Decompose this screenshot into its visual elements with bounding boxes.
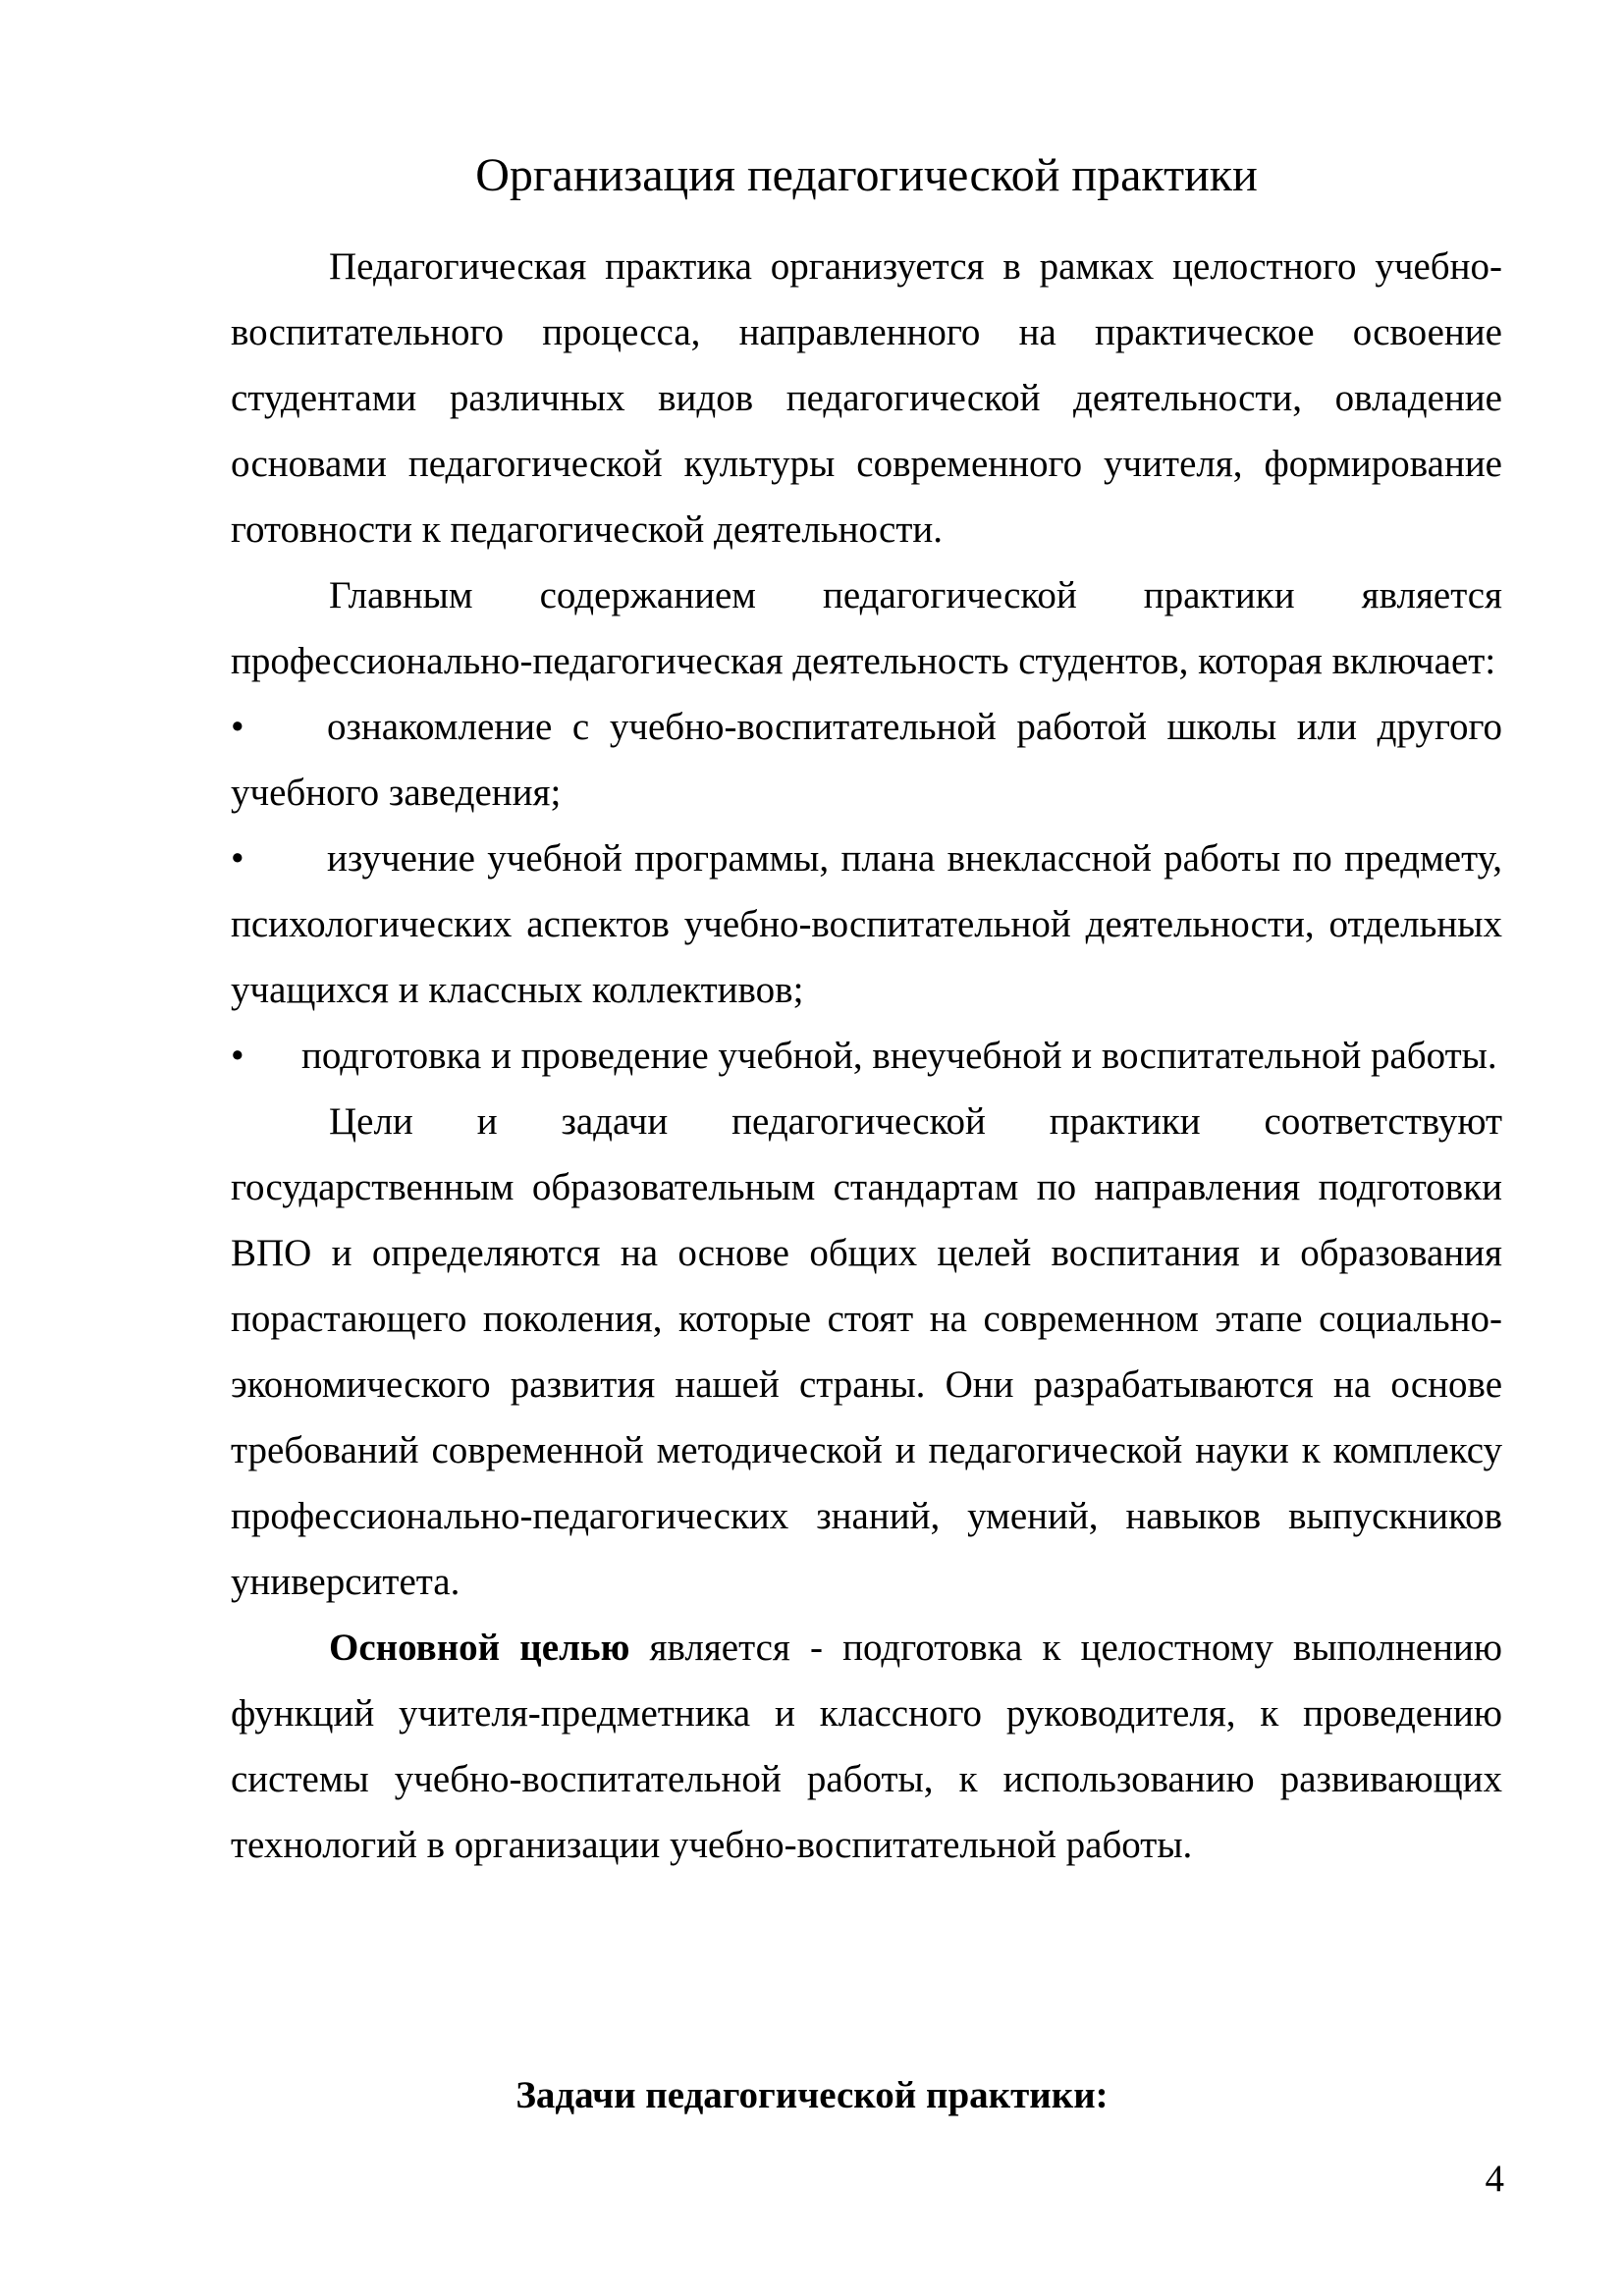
paragraph: Цели и задачи педагогической практики соответствуют государственным образовательным стандартам по направления подготовки ВПО и определяются на основе общих целей воспитания и образования порастающего поколения, которые стоят на современном этапе социально-экономического развития нашей страны. Они разрабатываются на основе требований современной методической и педагогической науки к комплексу профессионально-педагогических знаний, умений, навыков выпускников университета. [231,1100,1502,1603]
paragraph [231,1615,1502,1878]
list-item-text: подготовка и проведение учебной, внеучебной и воспитательной работы. [301,1035,1497,1077]
bullet-icon: • [231,1035,244,1077]
section-heading: Задачи педагогической практики: [515,2074,1109,2116]
paragraph-lead-bold: Основной целью [329,1627,630,1669]
paragraph-rest: является - подготовка к целостному выполнению функций учителя-предметника и классного руководителя, к проведению системы учебно-воспитательной работы, к использованию развивающих технологий в организации учебно-воспитательной работы. [231,1627,1502,1866]
list-item [231,826,1502,1023]
paragraph: Главным содержанием педагогической практики является профессионально-педагогическая деятельность студентов, которая включает: [231,574,1502,682]
list-item-text: ознакомление с учебно-воспитательной работой школы или другого учебного заведения; [231,706,1502,814]
paragraph: Педагогическая практика организуется в рамках целостного учебно-воспитательного процесса, направленного на практическое освоение студентами различных видов педагогической деятельности, овладение основами педагогической культуры современного учителя, формирование готовности к педагогической деятельности. [231,245,1502,551]
document-body [231,234,1502,1878]
list-item [231,1023,1502,1089]
bullet-icon: • [231,706,244,748]
page-number: 4 [1485,2158,1504,2200]
bullet-icon: • [231,837,244,880]
list-item [231,694,1502,826]
list-item-text: изучение учебной программы, плана внеклассной работы по предмету, психологических аспектов учебно-воспитательной деятельности, отдельных учащихся и классных коллективов; [231,837,1502,1011]
page-title: Организация педагогической практики [475,149,1258,201]
